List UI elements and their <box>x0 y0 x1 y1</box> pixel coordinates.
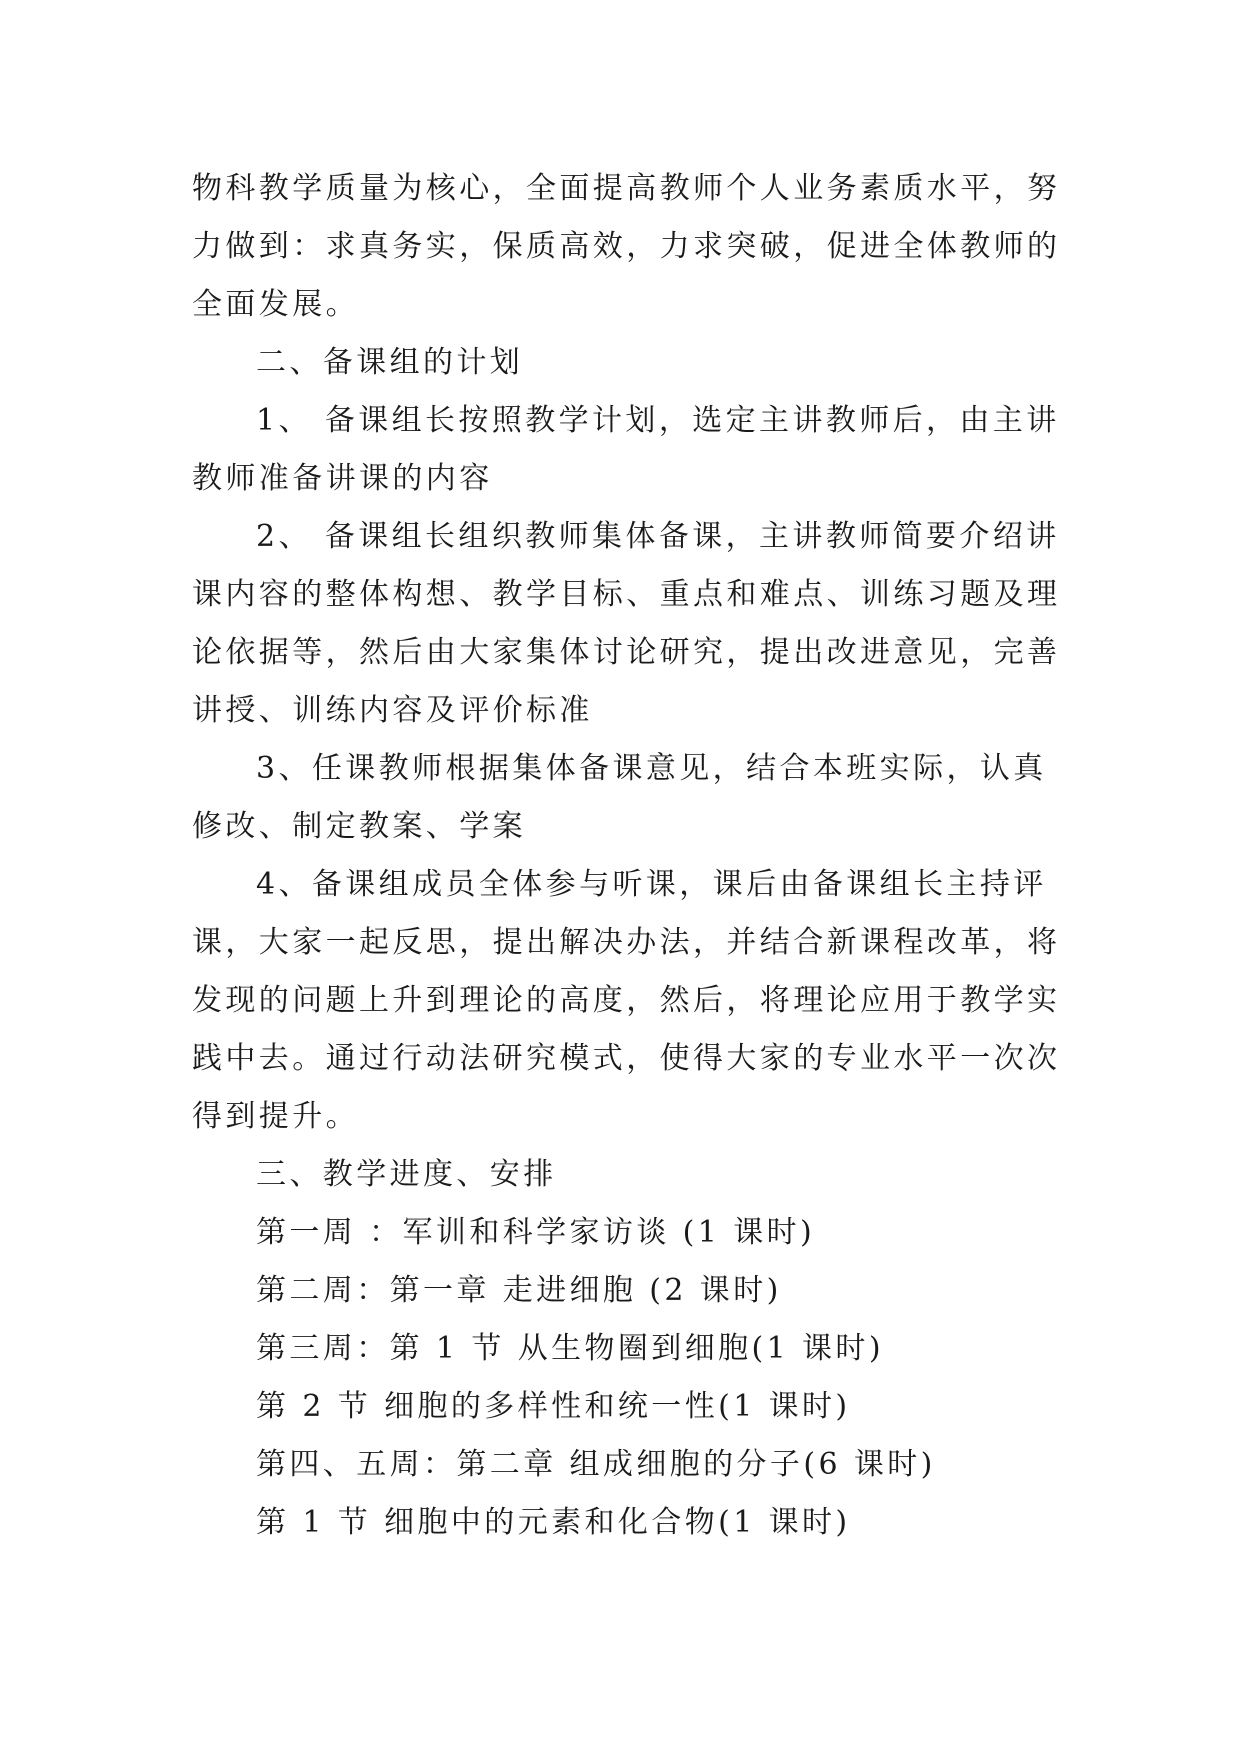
text-line: 修改、制定教案、学案 <box>192 809 526 844</box>
text-line: 践中去。通过行动法研究模式，使得大家的专业水平一次次 <box>192 1041 1061 1076</box>
text-line: 全面发展。 <box>192 287 359 322</box>
text-line: 课内容的整体构想、教学目标、重点和难点、训练习题及理 <box>192 577 1061 612</box>
text-line: 发现的问题上升到理论的高度，然后，将理论应用于教学实 <box>192 983 1061 1018</box>
schedule-item: 第三周：第 1 节 从生物圈到细胞(1 课时) <box>256 1331 884 1366</box>
document-body <box>192 160 1061 1552</box>
section-heading: 二、备课组的计划 <box>256 345 524 380</box>
text-line: 课，大家一起反思，提出解决办法，并结合新课程改革，将 <box>192 925 1061 960</box>
schedule-item: 第 1 节 细胞中的元素和化合物(1 课时) <box>256 1505 851 1540</box>
text-line: 2、 备课组长组织教师集体备课，主讲教师简要介绍讲 <box>256 519 1060 554</box>
text-line: 4、备课组成员全体参与听课，课后由备课组长主持评 <box>256 867 1047 902</box>
text-line: 教师准备讲课的内容 <box>192 461 493 496</box>
text-line: 力做到：求真务实，保质高效，力求突破，促进全体教师的 <box>192 229 1061 264</box>
text-line: 3、任课教师根据集体备课意见，结合本班实际，认真 <box>256 751 1047 786</box>
text-line: 得到提升。 <box>192 1099 359 1134</box>
text-line: 1、 备课组长按照教学计划，选定主讲教师后，由主讲 <box>256 403 1060 438</box>
schedule-item: 第二周：第一章 走进细胞 (2 课时) <box>256 1273 782 1308</box>
schedule-item: 第四、五周：第二章 组成细胞的分子(6 课时) <box>256 1447 936 1482</box>
schedule-item: 第一周 ：军训和科学家访谈 (1 课时) <box>256 1215 816 1250</box>
section-heading: 三、教学进度、安排 <box>256 1157 557 1192</box>
schedule-item: 第 2 节 细胞的多样性和统一性(1 课时) <box>256 1389 851 1424</box>
text-line: 讲授、训练内容及评价标准 <box>192 693 593 728</box>
text-line: 物科教学质量为核心，全面提高教师个人业务素质水平，努 <box>192 171 1061 206</box>
text-line: 论依据等，然后由大家集体讨论研究，提出改进意见，完善 <box>192 635 1061 670</box>
